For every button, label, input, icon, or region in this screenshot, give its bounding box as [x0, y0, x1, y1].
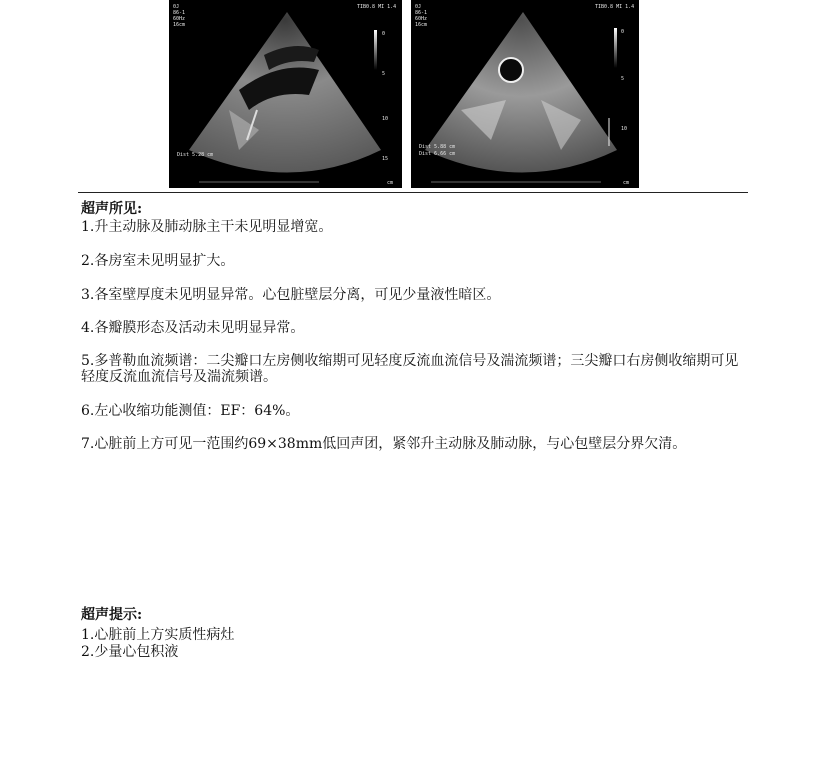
overlay-label: 86-1 [173, 10, 186, 16]
gray-scale-bar [614, 28, 617, 68]
unit-label: cm [623, 180, 630, 186]
overlay-label: 16cm [415, 22, 428, 28]
conclusion-item: 2.少量心包积液 [81, 644, 179, 660]
overlay-label: 16cm [173, 22, 186, 28]
finding-item: 6.左心收缩功能测值：EF：64%。 [81, 403, 300, 419]
finding-item: 2.各房室未见明显扩大。 [81, 253, 235, 269]
overlay-label: 0J [173, 4, 180, 10]
findings-title: 超声所见: [81, 201, 143, 217]
section-divider [78, 192, 748, 193]
depth-mark: 15 [382, 156, 389, 162]
conclusion-title: 超声提示: [81, 607, 143, 623]
measurement-readout: Dist 5.88 cm [419, 144, 456, 150]
finding-item: 7.心脏前上方可见一范围约69×38mm低回声团，紧邻升主动脉及肺动脉，与心包壁层分界欠清。 [81, 436, 687, 452]
depth-mark: 5 [382, 71, 386, 77]
ultrasound-image-right [411, 0, 639, 188]
overlay-label: 86-1 [415, 10, 428, 16]
finding-item: 5.多普勒血流频谱：二尖瓣口左房侧收缩期可见轻度反流血流信号及湍流频谱；三尖瓣口右房侧收缩期可见轻度反流血流信号及湍流频谱。 [81, 353, 739, 385]
finding-item: 1.升主动脉及肺动脉主干未见明显增宽。 [81, 219, 333, 235]
finding-item: 4.各瓣膜形态及活动未见明显异常。 [81, 320, 305, 336]
unit-label: cm [387, 180, 394, 186]
conclusion-item: 1.心脏前上方实质性病灶 [81, 627, 235, 643]
finding-item: 3.各室壁厚度未见明显异常。心包脏壁层分离，可见少量液性暗区。 [81, 287, 501, 303]
overlay-label: TIB0.8 MI 1.4 [357, 4, 397, 10]
depth-mark: 10 [382, 116, 389, 122]
depth-mark: 0 [382, 31, 386, 37]
depth-mark: 10 [621, 126, 628, 132]
depth-mark: 5 [621, 76, 625, 82]
gray-scale-bar [374, 30, 377, 70]
vessel-cross-section [499, 58, 523, 82]
overlay-label: 60Hz [415, 16, 428, 22]
ultrasound-scan-left [169, 0, 402, 188]
depth-mark: 0 [621, 29, 625, 35]
overlay-label: 0J [415, 4, 422, 10]
ultrasound-scan-right [411, 0, 639, 188]
measurement-readout: Dist 6.66 cm [419, 151, 456, 157]
measurement-readout: Dist 5.28 cm [177, 152, 214, 158]
ultrasound-image-left [169, 0, 402, 188]
overlay-label: 60Hz [173, 16, 186, 22]
overlay-label: TIB0.8 MI 1.4 [595, 4, 635, 10]
